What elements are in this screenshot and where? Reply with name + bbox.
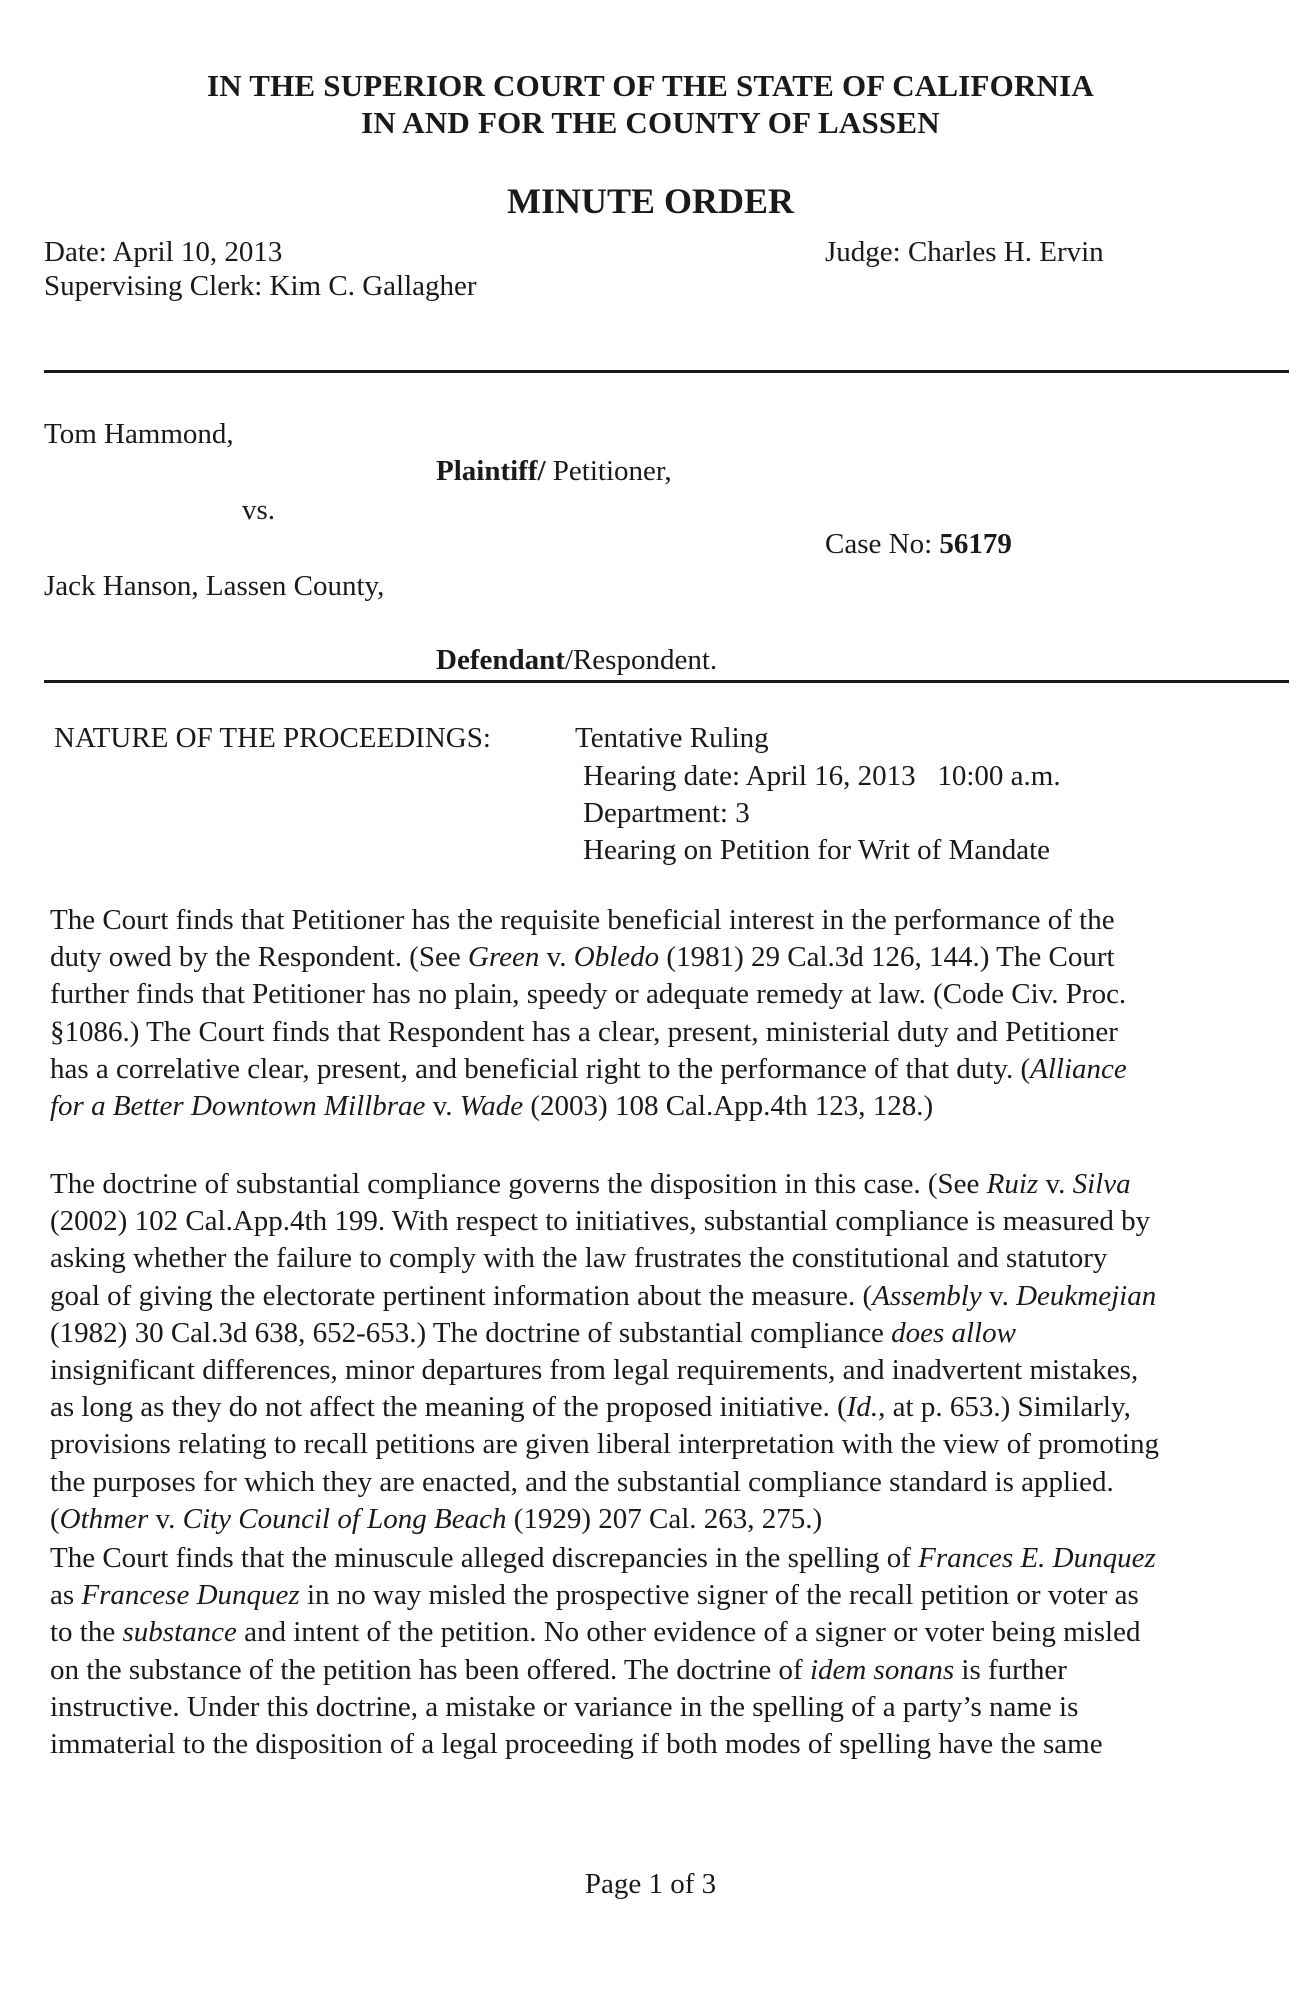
plaintiff-role-rest: Petitioner, — [545, 455, 672, 487]
proceedings-label: NATURE OF THE PROCEEDINGS: — [54, 722, 491, 754]
plaintiff-role — [436, 455, 672, 488]
paragraph-line: insignificant differences, minor departures from legal requirements, and inadvertent mistakes, — [50, 1354, 1139, 1387]
paragraph-line: asking whether the failure to comply with the law frustrates the constitutional and statutory — [50, 1242, 1108, 1275]
paragraph-line: to the substance and intent of the petition. No other evidence of a signer or voter being misled — [50, 1616, 1141, 1649]
paragraph-line: The Court finds that Petitioner has the requisite beneficial interest in the performance of the — [50, 904, 1115, 936]
paragraph-line: for a Better Downtown Millbrae v. Wade (2003) 108 Cal.App.4th 123, 128.) — [50, 1090, 934, 1123]
order-date: Date: April 10, 2013 — [44, 236, 283, 268]
defendant-role-rest: /Respondent. — [564, 644, 718, 676]
court-name-line-1: IN THE SUPERIOR COURT OF THE STATE OF CALIFORNIA — [207, 68, 1094, 103]
paragraph-line: §1086.) The Court finds that Respondent has a clear, present, ministerial duty and Petitioner — [50, 1015, 1118, 1048]
paragraph-1 — [50, 902, 1280, 1125]
paragraph-line: instructive. Under this doctrine, a mistake or variance in the spelling of a party’s name is — [50, 1690, 1079, 1723]
paragraph-line: duty owed by the Respondent. (See Green v. Obledo (1981) 29 Cal.3d 126, 144.) The Court — [50, 941, 1115, 974]
paragraph-2 — [50, 1166, 1280, 1538]
court-name-line-2: IN AND FOR THE COUNTY OF LASSEN — [361, 105, 940, 140]
paragraph-line: (Othmer v. City Council of Long Beach (1929) 207 Cal. 263, 275.) — [50, 1502, 823, 1535]
hearing-department: Department: 3 — [583, 797, 750, 829]
paragraph-line: on the substance of the petition has been offered. The doctrine of idem sonans is further — [50, 1653, 1067, 1686]
paragraph-line: immaterial to the disposition of a legal proceeding if both modes of spelling have the same — [50, 1728, 1103, 1761]
caption-divider — [44, 680, 1289, 683]
document-title: MINUTE ORDER — [506, 181, 794, 221]
paragraph-line: (1982) 30 Cal.3d 638, 652-653.) The doctrine of substantial compliance does allow — [50, 1316, 1016, 1349]
judge-name: Judge: Charles H. Ervin — [825, 236, 1104, 268]
paragraph-line: the purposes for which they are enacted, and the substantial compliance standard is applied. — [50, 1465, 1114, 1498]
proceedings-type: Tentative Ruling — [575, 722, 769, 754]
paragraph-line: provisions relating to recall petitions are given liberal interpretation with the view of promoting — [50, 1428, 1159, 1461]
page-number: Page 1 of 3 — [584, 1868, 717, 1900]
plaintiff-name: Tom Hammond, — [44, 418, 234, 450]
versus-label: vs. — [242, 494, 276, 526]
case-number-line — [825, 528, 1012, 561]
defendant-role — [436, 644, 717, 677]
paragraph-line: (2002) 102 Cal.App.4th 199. With respect to initiatives, substantial compliance is measured by — [50, 1205, 1151, 1238]
paragraph-3 — [50, 1540, 1280, 1763]
defendant-name: Jack Hanson, Lassen County, — [44, 570, 385, 602]
paragraph-line: The Court finds that the minuscule alleged discrepancies in the spelling of Frances E. Dunquez — [50, 1542, 1156, 1574]
paragraph-line: has a correlative clear, present, and beneficial right to the performance of that duty. (Alliance — [50, 1052, 1127, 1085]
supervising-clerk: Supervising Clerk: Kim C. Gallagher — [44, 270, 477, 302]
case-number-label: Case No: — [825, 528, 940, 560]
paragraph-line: The doctrine of substantial compliance governs the disposition in this case. (See Ruiz v. Silva — [50, 1168, 1131, 1200]
hearing-description: Hearing on Petition for Writ of Mandate — [583, 834, 1051, 866]
paragraph-line: further finds that Petitioner has no plain, speedy or adequate remedy at law. (Code Civ. Proc. — [50, 978, 1127, 1011]
header-divider — [44, 370, 1289, 373]
hearing-date: Hearing date: April 16, 2013 10:00 a.m. — [583, 760, 1061, 792]
defendant-role-bold: Defendant — [436, 644, 565, 676]
paragraph-line: as Francese Dunquez in no way misled the prospective signer of the recall petition or voter as — [50, 1579, 1139, 1612]
paragraph-line: goal of giving the electorate pertinent information about the measure. (Assembly v. Deukmejian — [50, 1279, 1157, 1312]
plaintiff-role-bold: Plaintiff/ — [436, 455, 546, 487]
paragraph-line: as long as they do not affect the meaning of the proposed initiative. (Id., at p. 653.) Similarly, — [50, 1391, 1131, 1424]
case-number: 56179 — [939, 528, 1012, 560]
